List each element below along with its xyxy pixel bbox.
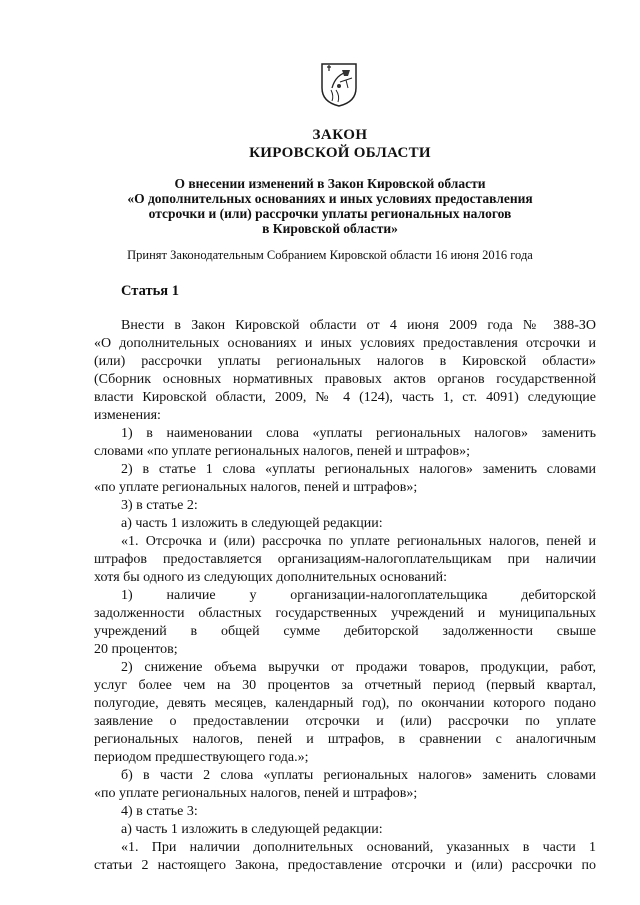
body-line: «1. При наличии дополнительных оснований, указанных в части 1 [121,840,596,855]
body-line: (или) рассрочки уплаты региональных налогов в Кировской области» [94,354,596,369]
body-line: власти Кировской области, 2009, № 4 (124), часть 1, ст. 4091) следующие [94,390,596,405]
body-line: периодом предшествующего года.»; [94,750,309,765]
kirov-coat-of-arms-icon [318,58,360,108]
body-line: 20 процентов; [94,642,178,657]
law-title: ЗАКОН [312,127,368,143]
body-line: полугодие, девять месяцев, календарный год), по окончании которого подано [94,696,596,711]
body-line: изменения: [94,408,161,423]
body-line: региональных налогов, пеней и штрафов, в сравнении с аналогичным [94,732,596,747]
body-line: словами «по уплате региональных налогов, пеней и штрафов»; [94,444,470,459]
subtitle-line-3: отсрочки и (или) рассрочки уплаты региональных налогов [148,206,512,221]
body-line: «О дополнительных основаниях и иных условиях предоставления отсрочки и [94,336,596,351]
body-line: услуг более чем на 30 процентов за отчетный период (первый квартал, [94,678,596,693]
body-line: б) в части 2 слова «уплаты региональных налогов» заменить словами [121,768,596,783]
body-line: 1) наличие у организации-налогоплательщика дебиторской [121,588,596,603]
body-line: Внести в Закон Кировской области от 4 июня 2009 года № 388-ЗО [121,318,596,333]
body-line: штрафов предоставляется организациям-налогоплательщикам при наличии [94,552,596,567]
body-line: статьи 2 настоящего Закона, предоставление отсрочки и (или) рассрочки по [94,858,596,873]
body-line: а) часть 1 изложить в следующей редакции: [121,516,383,531]
body-line: заявление о предоставлении отсрочки и (или) рассрочки по уплате [94,714,596,729]
article-heading: Статья 1 [121,283,179,299]
body-line: 3) в статье 2: [121,498,198,513]
adoption-note: Принят Законодательным Собранием Кировской области 16 июня 2016 года [127,248,533,262]
body-line: хотя бы одного из следующих дополнительных оснований: [94,570,447,585]
body-line: 2) снижение объема выручки от продажи товаров, продукции, работ, [121,660,596,675]
body-line: «по уплате региональных налогов, пеней и штрафов»; [94,786,418,801]
body-line: 1) в наименовании слова «уплаты региональных налогов» заменить [121,426,596,441]
body-line: «1. Отсрочка и (или) рассрочка по уплате региональных налогов, пеней и [121,534,596,549]
subtitle-line-1: О внесении изменений в Закон Кировской области [174,176,486,191]
body-line: (Сборник основных нормативных правовых актов органов государственной [94,372,596,387]
region-title: КИРОВСКОЙ ОБЛАСТИ [249,145,431,161]
body-line: учреждений в общей сумме дебиторской задолженности свыше [94,624,596,639]
body-line: 2) в статье 1 слова «уплаты региональных налогов» заменить словами [121,462,596,477]
body-line: задолженности областных государственных учреждений и муниципальных [94,606,596,621]
subtitle-line-2: «О дополнительных основаниях и иных условиях предоставления [127,191,533,206]
subtitle-line-4: в Кировской области» [262,221,398,236]
body-line: а) часть 1 изложить в следующей редакции: [121,822,383,837]
body-line: «по уплате региональных налогов, пеней и штрафов»; [94,480,418,495]
body-line: 4) в статье 3: [121,804,198,819]
